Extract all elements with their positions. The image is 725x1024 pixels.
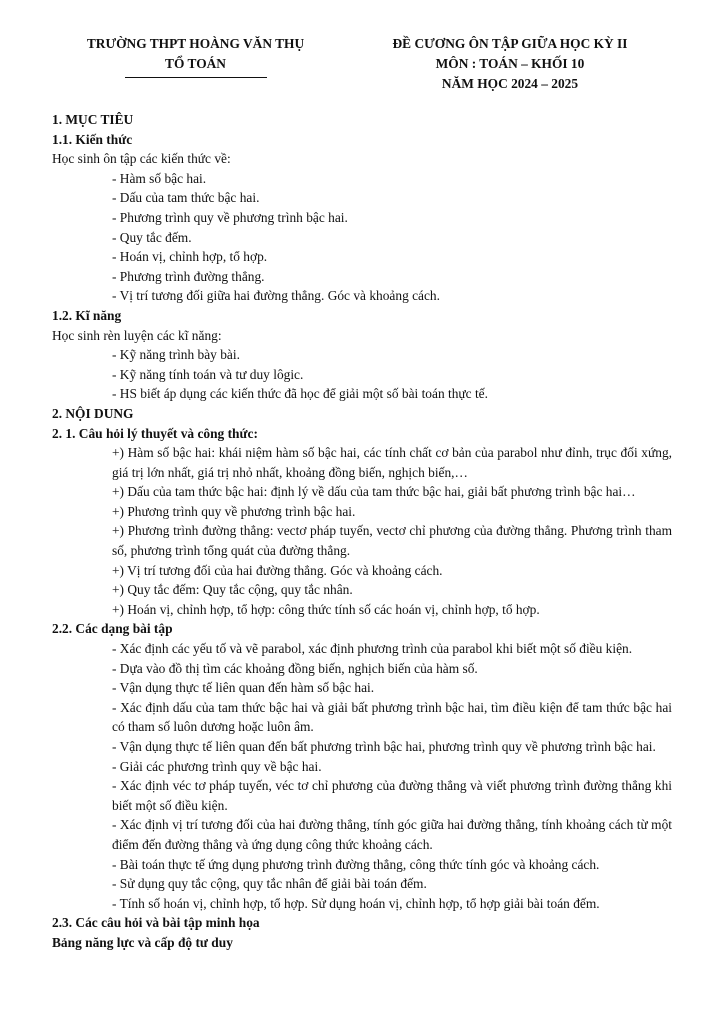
section-1-1-intro: Học sinh ôn tập các kiến thức về: (52, 151, 231, 167)
document-title: ĐỀ CƯƠNG ÔN TẬP GIỮA HỌC KỲ II (392, 36, 628, 51)
list-item: - Bài toán thực tế ứng dụng phương trình đường thẳng, công thức tính góc và khoảng cách. (112, 856, 600, 872)
list-item: +) Vị trí tương đối của hai đường thẳng. Góc và khoảng cách. (112, 562, 443, 578)
section-1-2-intro: Học sinh rèn luyện các kĩ năng: (52, 327, 222, 343)
list-item: +) Dấu của tam thức bậc hai: định lý về dấu của tam thức bậc hai, giải bất phương trình bậc hai… (112, 484, 636, 500)
school-year: NĂM HỌC 2024 – 2025 (441, 76, 579, 91)
section-2-3-subheading: Bảng năng lực và cấp độ tư duy (52, 934, 233, 950)
document-body (52, 110, 672, 953)
list-item: +) Phương trình đường thẳng: vectơ pháp tuyến, vectơ chỉ phương của đường thẳng. Phương trình tham số, phương trình tổng quát của đường thẳng. (112, 523, 672, 559)
section-1-heading: 1. MỤC TIÊU (52, 112, 134, 127)
section-2-3-heading: 2.3. Các câu hỏi và bài tập minh họa (52, 915, 260, 931)
list-item: - Xác định vị trí tương đối của hai đường thẳng, tính góc giữa hai đường thẳng, tính khoảng cách từ một điểm đến đường thẳng và ứng dụng công thức khoảng cách. (112, 817, 672, 852)
list-item: - Xác định véc tơ pháp tuyến, véc tơ chỉ phương của đường thẳng và viết phương trình đường thẳng khi biết một số điều kiện. (112, 778, 672, 813)
list-item: - Vận dụng thực tế liên quan đến bất phương trình bậc hai, phương trình quy về phương trình bậc hai. (112, 739, 656, 754)
list-item: - Dấu của tam thức bậc hai. (112, 190, 260, 206)
school-name: TRƯỜNG THPT HOÀNG VĂN THỤ (86, 36, 305, 51)
header-underline (125, 77, 267, 78)
list-item: - Vị trí tương đối giữa hai đường thẳng. Góc và khoảng cách. (112, 288, 440, 304)
list-item: - Dựa vào đồ thị tìm các khoảng đồng biến, nghịch biến của hàm số. (112, 660, 478, 676)
section-2-2-heading: 2.2. Các dạng bài tập (52, 621, 173, 637)
list-item: - Phương trình quy về phương trình bậc hai. (112, 209, 348, 225)
list-item: - HS biết áp dụng các kiến thức đã học để giải một số bài toán thực tế. (112, 386, 488, 402)
subject-line: MÔN : TOÁN – KHỐI 10 (435, 56, 585, 71)
list-item: +) Hoán vị, chỉnh hợp, tổ hợp: công thức tính số các hoán vị, chỉnh hợp, tổ hợp. (112, 601, 540, 617)
list-item: - Xác định dấu của tam thức bậc hai và giải bất phương trình bậc hai, tìm điều kiện để tam thức bậc hai có tham số luôn dương hoặc luôn âm. (112, 699, 672, 735)
list-item: - Sử dụng quy tắc cộng, quy tắc nhân để giải bài toán đếm. (112, 876, 427, 892)
section-2-heading: 2. NỘI DUNG (52, 405, 134, 421)
section-1-2-heading: 1.2. Kĩ năng (52, 307, 122, 323)
list-item: +) Phương trình quy về phương trình bậc hai. (112, 503, 356, 519)
list-item: +) Quy tắc đếm: Quy tắc cộng, quy tắc nhân. (112, 582, 353, 598)
header-left (68, 34, 323, 78)
list-item: - Tính số hoán vị, chỉnh hợp, tổ hợp. Sử dụng hoán vị, chỉnh hợp, tổ hợp giải bài toán đếm. (112, 895, 600, 911)
list-item: - Quy tắc đếm. (112, 229, 192, 245)
list-item: - Giải các phương trình quy về bậc hai. (112, 758, 322, 774)
list-item: - Hàm số bậc hai. (112, 170, 207, 186)
section-1-1-heading: 1.1. Kiến thức (52, 131, 133, 147)
list-item: - Hoán vị, chỉnh hợp, tổ hợp. (112, 249, 268, 265)
list-item: - Phương trình đường thẳng. (112, 268, 265, 284)
section-2-1-heading: 2. 1. Câu hỏi lý thuyết và công thức: (52, 425, 258, 441)
list-item: - Vận dụng thực tế liên quan đến hàm số bậc hai. (112, 680, 375, 696)
department-name: TỔ TOÁN (165, 56, 226, 71)
list-item: - Kỹ năng trình bày bài. (112, 347, 240, 363)
list-item: - Kỹ năng tính toán và tư duy lôgic. (112, 366, 304, 382)
list-item: - Xác định các yếu tố và vẽ parabol, xác định phương trình của parabol khi biết một số điều kiện. (112, 641, 633, 657)
header-right (360, 34, 660, 94)
list-item: +) Hàm số bậc hai: khái niệm hàm số bậc hai, các tính chất cơ bản của parabol như đỉnh, trục đối xứng, giá trị lớn nhất, giá trị nhỏ nhất, khoảng đồng biến, nghịch biến,… (112, 445, 672, 480)
